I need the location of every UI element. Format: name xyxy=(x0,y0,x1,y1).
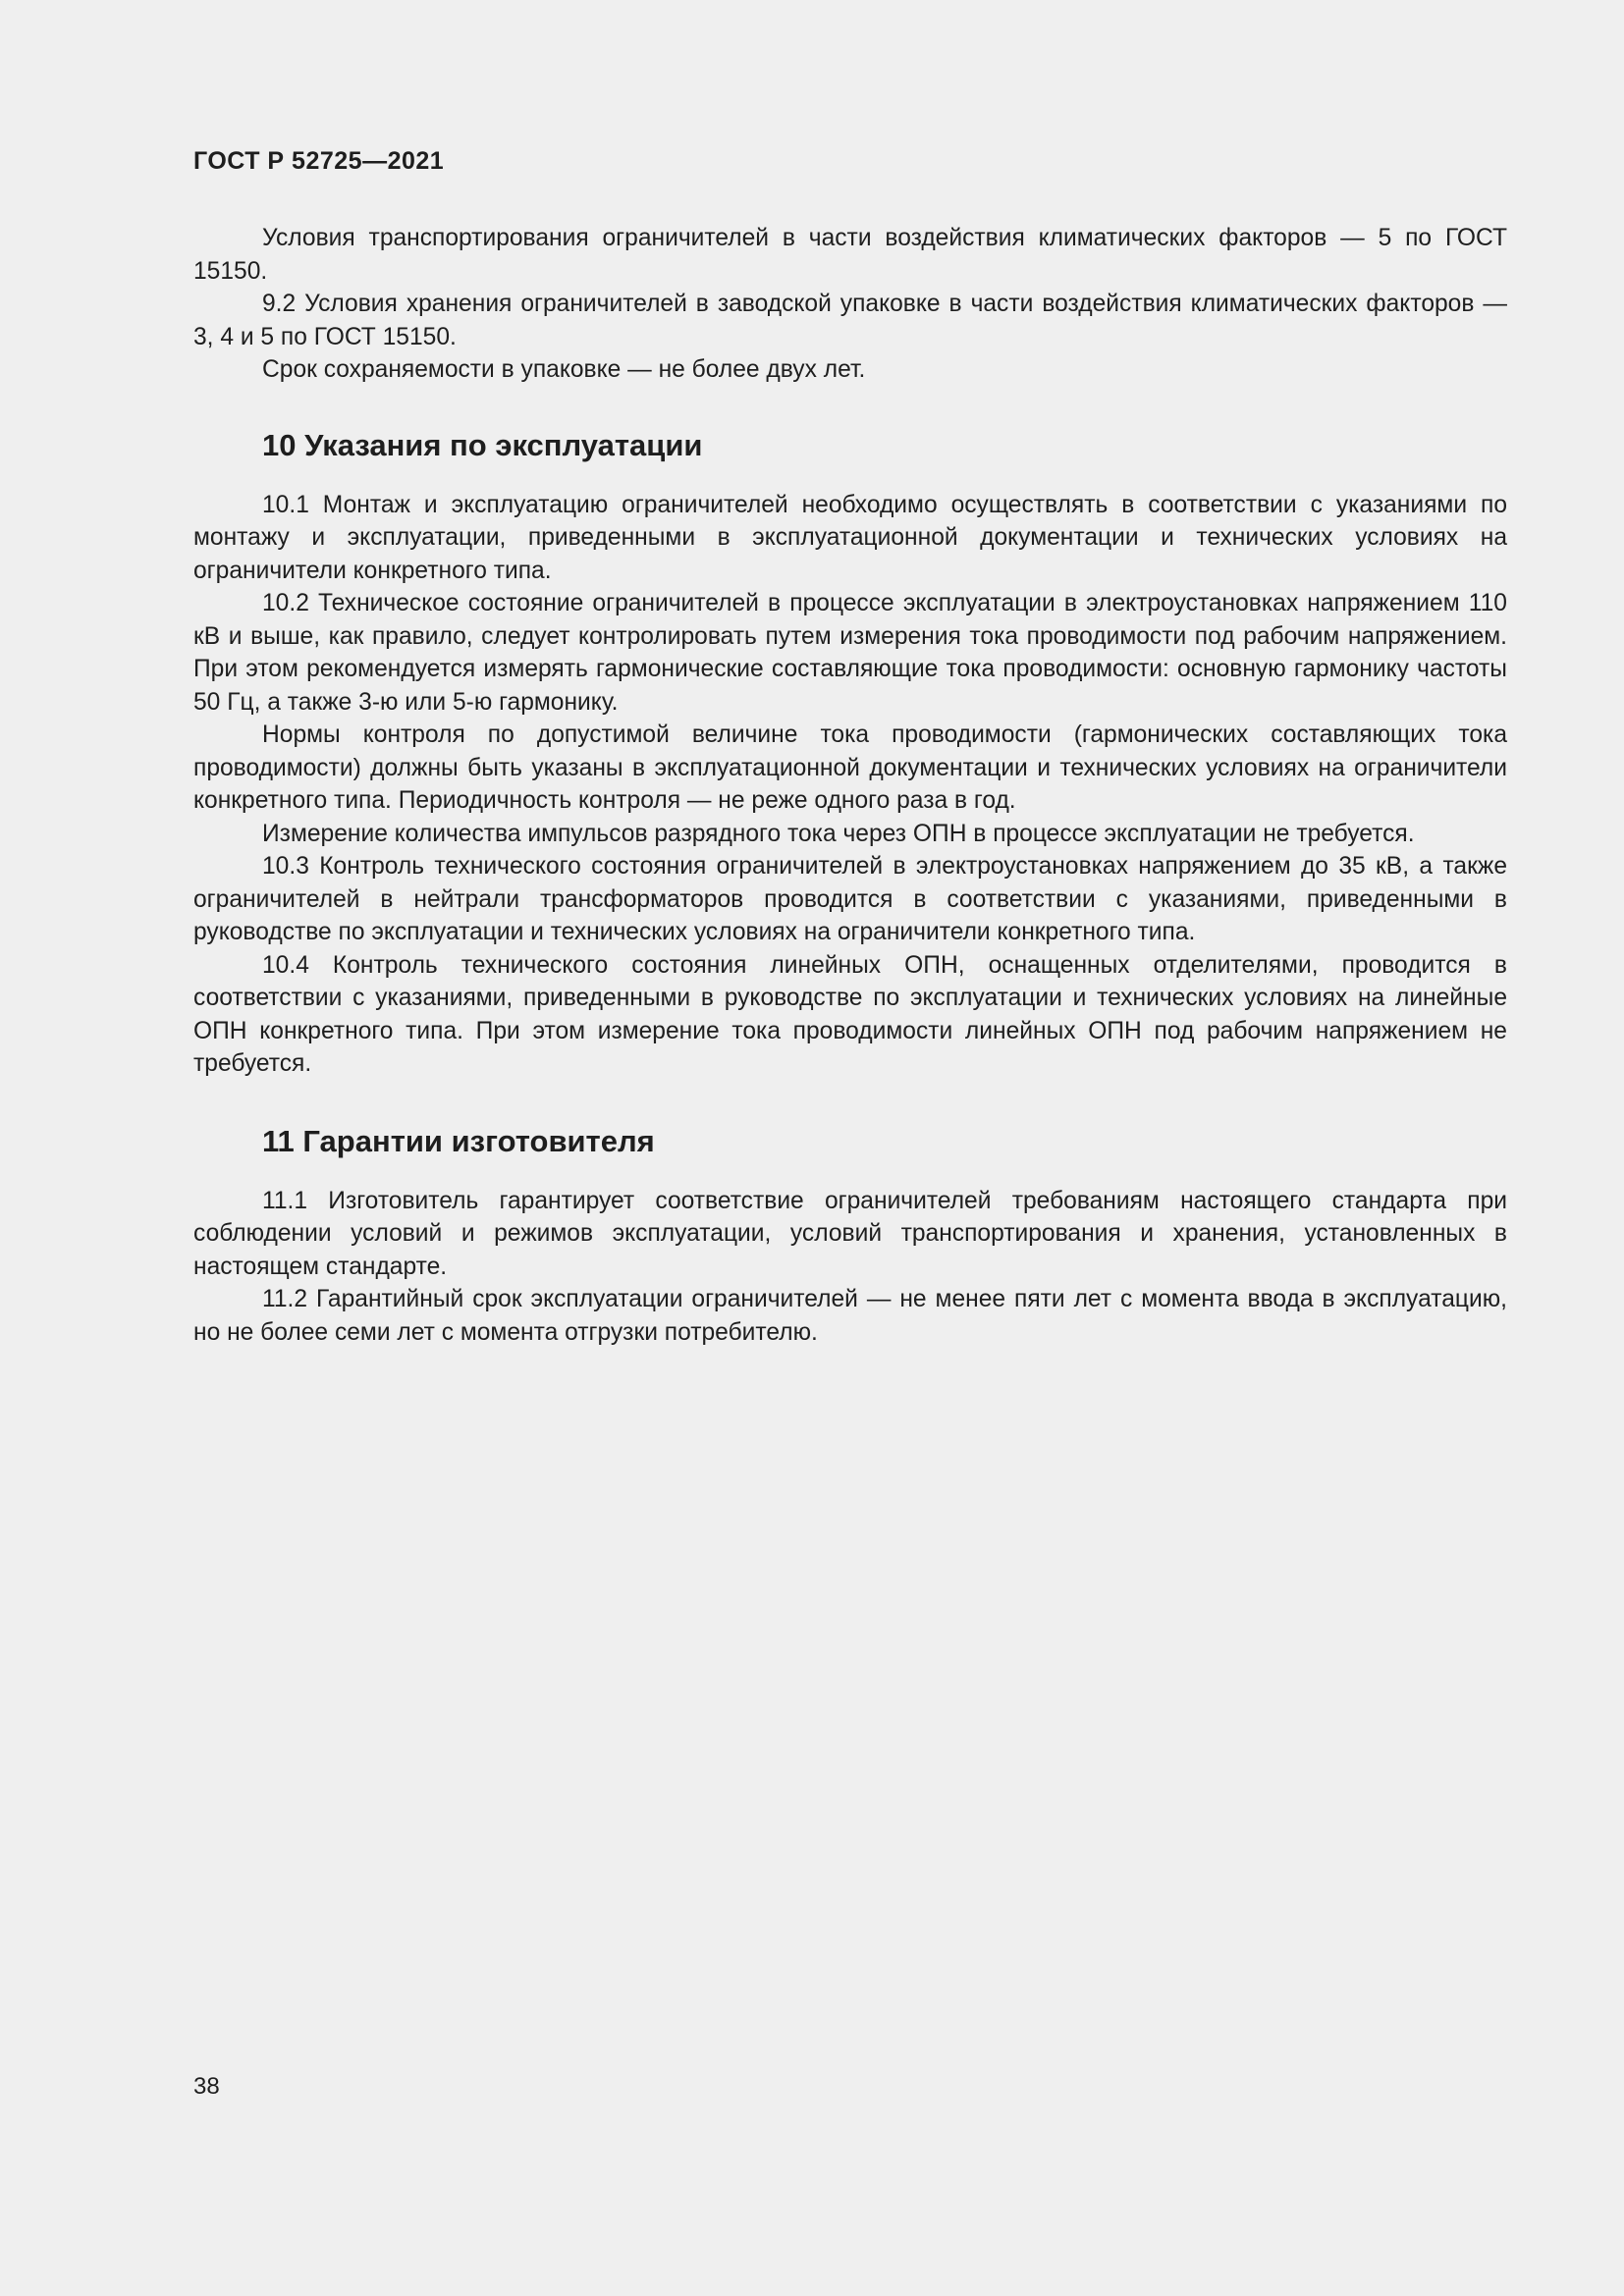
intro-paragraph: Условия транспортирования ограничителей в части воздействия климатических факторов — 5 по ГОСТ 15150. xyxy=(193,225,1507,285)
section-10-paragraph: 10.1 Монтаж и эксплуатацию ограничителей необходимо осуществлять в соответствии с указаниями по монтажу и эксплуатации, приведенными в эксплуатационной документации и технических условиях на ограничители конкретного типа. xyxy=(193,491,1507,584)
section-10-paragraph: 10.4 Контроль технического состояния линейных ОПН, оснащенных отделителями, проводится в соответствии с указаниями, приведенными в руководстве по эксплуатации и технических условиях на линейные ОПН конкретного типа. При этом измерение тока проводимости линейных ОПН под рабочим напряжением не требуется. xyxy=(193,951,1507,1077)
intro-paragraph: Срок сохраняемости в упаковке — не более двух лет. xyxy=(262,356,866,383)
section-10-paragraph: 10.2 Техническое состояние ограничителей в процессе эксплуатации в электроустановках напряжением 110 кВ и выше, как правило, следует контролировать путем измерения тока проводимости под рабочим напряжением. При этом рекомендуется измерять гармонические составляющие тока проводимости: основную гармонику частоты 50 Гц, а также 3-ю или 5-ю гармонику. xyxy=(193,590,1507,716)
page-content xyxy=(193,222,1507,1349)
section-10-paragraph: 10.3 Контроль технического состояния ограничителей в электроустановках напряжением до 35 кВ, а также ограничителей в нейтрали трансформаторов проводится в соответствии с указаниями, приведенными в руководстве по эксплуатации и технических условиях на ограничители конкретного типа. xyxy=(193,853,1507,945)
section-10-title: 10 Указания по эксплуатации xyxy=(262,427,703,462)
intro-paragraph: 9.2 Условия хранения ограничителей в заводской упаковке в части воздействия климатических факторов — 3, 4 и 5 по ГОСТ 15150. xyxy=(193,291,1507,350)
section-11-paragraph: 11.2 Гарантийный срок эксплуатации ограничителей — не менее пяти лет с момента ввода в эксплуатацию, но не более семи лет с момента отгрузки потребителю. xyxy=(193,1286,1507,1346)
page-number: 38 xyxy=(193,2073,220,2100)
section-11-title: 11 Гарантии изготовителя xyxy=(262,1123,655,1158)
document-header: ГОСТ Р 52725—2021 xyxy=(193,147,445,175)
section-11-paragraph: 11.1 Изготовитель гарантирует соответствие ограничителей требованиям настоящего стандарта при соблюдении условий и режимов эксплуатации, условий транспортирования и хранения, установленных в настоящем стандарте. xyxy=(193,1187,1507,1280)
section-10-paragraph: Нормы контроля по допустимой величине тока проводимости (гармонических составляющих тока проводимости) должны быть указаны в эксплуатационной документации и технических условиях на ограничители конкретного типа. Периодичность контроля — не реже одного раза в год. xyxy=(193,721,1507,814)
section-10-paragraph: Измерение количества импульсов разрядного тока через ОПН в процессе эксплуатации не требуется. xyxy=(262,820,1415,847)
